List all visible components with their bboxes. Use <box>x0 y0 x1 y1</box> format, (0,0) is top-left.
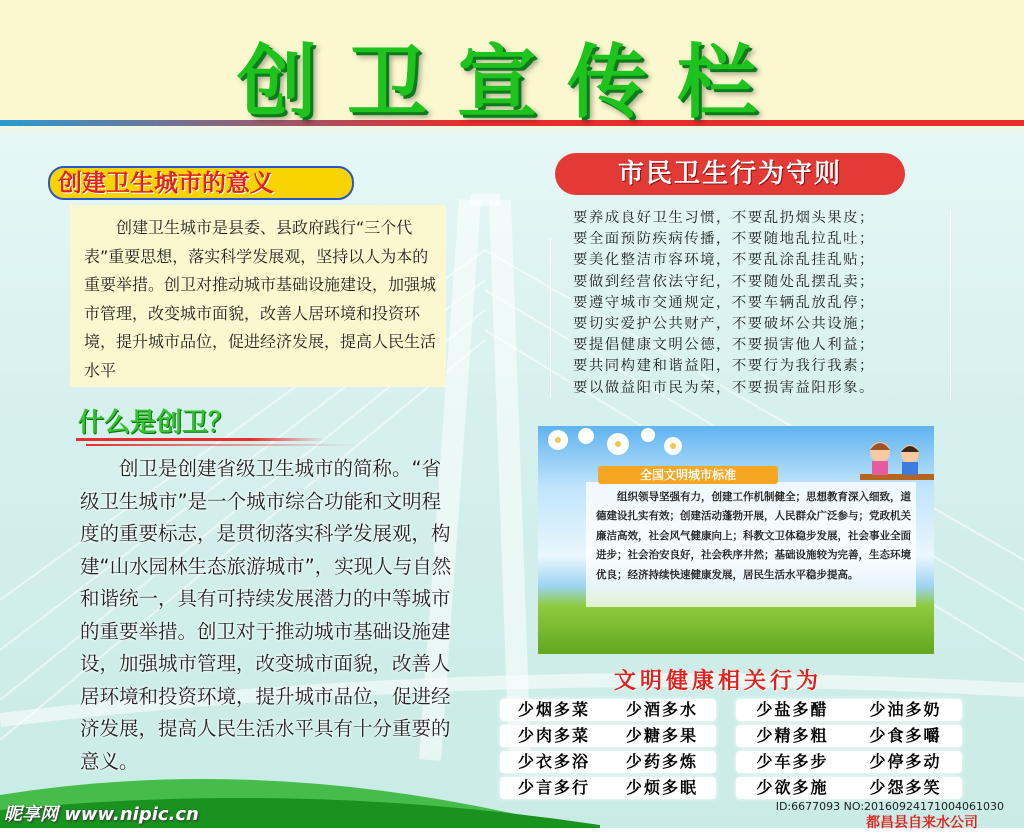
conduct-line: 要切实爱护公共财产，不要破坏公共设施； <box>573 316 875 333</box>
behavior-item: 少言多行 <box>517 778 590 797</box>
behavior-item: 少肉多菜 <box>517 726 590 745</box>
behavior-item: 少糖多果 <box>625 726 698 745</box>
company-name: 都昌县自来水公司 <box>866 815 978 831</box>
conduct-line: 要提倡健康文明公德，不要损害他人利益； <box>573 337 875 354</box>
section-label-code-of-conduct <box>555 153 905 195</box>
behavior-item: 少盐多醋 <box>756 700 829 719</box>
page-title: 创卫宣传栏 <box>237 36 787 129</box>
behavior-item: 少衣多浴 <box>517 752 590 771</box>
behavior-item: 少烦多眠 <box>625 778 698 797</box>
conduct-line: 要养成良好卫生习惯，不要乱扔烟头果皮； <box>573 210 875 226</box>
section-label-code-of-conduct-text: 市民卫生行为守则 <box>617 159 842 189</box>
behavior-item: 少食多嚼 <box>869 726 942 745</box>
section-label-healthy-behaviors: 文明健康相关行为 <box>613 669 822 694</box>
image-id: ID:6677093 NO:20160924171004061030 <box>775 800 1004 813</box>
behavior-item: 少车多步 <box>756 752 829 771</box>
civilized-city-panel <box>538 426 934 654</box>
behavior-item: 少药多炼 <box>625 752 698 771</box>
section-label-significance <box>48 166 354 200</box>
code-of-conduct-list <box>573 208 953 399</box>
panel-text: 组织领导坚强有力，创建工作机制健全；思想教育深入细致，道德建设扎实有效；创建活动蓬勃开展，人民群众广泛参与；党政机关廉洁高效，社会风气健康向上；科教文卫体稳步发展，社会事业全面进步；社会治安良好，社会秩序井然；基础设施较为完善，生态环境优良；经济持续快速健康发展，居民生活水平稳步提高。 <box>596 491 911 581</box>
decor-line <box>550 238 551 398</box>
conduct-line: 要做到经营依法守纪，不要随处乱摆乱卖； <box>573 273 875 290</box>
section-label-underline <box>76 438 326 441</box>
conduct-line: 要遵守城市交通规定，不要车辆乱放乱停； <box>573 294 875 311</box>
behavior-item: 少精多粗 <box>756 726 829 745</box>
behavior-item: 少烟多菜 <box>517 700 590 719</box>
conduct-line: 要全面预防疾病传播，不要随地乱拉乱吐； <box>573 231 875 248</box>
section-label-what-is: 什么是创卫？ <box>78 408 235 438</box>
panel-title-badge <box>598 466 778 484</box>
behavior-item: 少怨多笑 <box>869 778 942 797</box>
behavior-item: 少酒多水 <box>625 700 698 719</box>
panel-title: 全国文明城市标准 <box>639 468 736 482</box>
behavior-item: 少停多动 <box>869 752 942 771</box>
watermark: 昵享网 www.nipic.cn <box>4 804 199 825</box>
what-is-text: 创卫是创建省级卫生城市的简称。“省级卫生城市”是一个城市综合功能和文明程度的重要标志，是贯彻落实科学发展观，构建“山水园林生态旅游城市”，实现人与自然和谐统一，具有可持续发展潜力的中等城市的重要举措。创卫对于推动城市基础设施建设，加强城市管理，改变城市面貌，改善人居环境和投资环境，提升城市品位，促进经济发展，提高人民生活水平具有十分重要的意义。 <box>80 457 452 773</box>
conduct-line: 要美化整洁市容环境，不要乱涂乱挂乱贴； <box>573 252 875 269</box>
conduct-line: 要以做益阳市民为荣，不要损害益阳形象。 <box>573 379 875 396</box>
significance-text: 创建卫生城市是县委、县政府践行“三个代表”重要思想，落实科学发展观，坚持以人为本的重要举措。创卫对推动城市基础设施建设，加强城市管理，改变城市面貌，改善人居环境和投资环境，提升城市品位，促进经济发展，提高人民生活水平 <box>84 218 437 380</box>
section-label-significance-text: 创建卫生城市的意义 <box>58 169 274 197</box>
behavior-item: 少欲多施 <box>756 778 829 797</box>
section-label-underline-2 <box>86 444 358 446</box>
conduct-line: 要共同构建和谐益阳，不要行为我行我素； <box>573 358 875 375</box>
behavior-item: 少油多奶 <box>869 700 942 719</box>
